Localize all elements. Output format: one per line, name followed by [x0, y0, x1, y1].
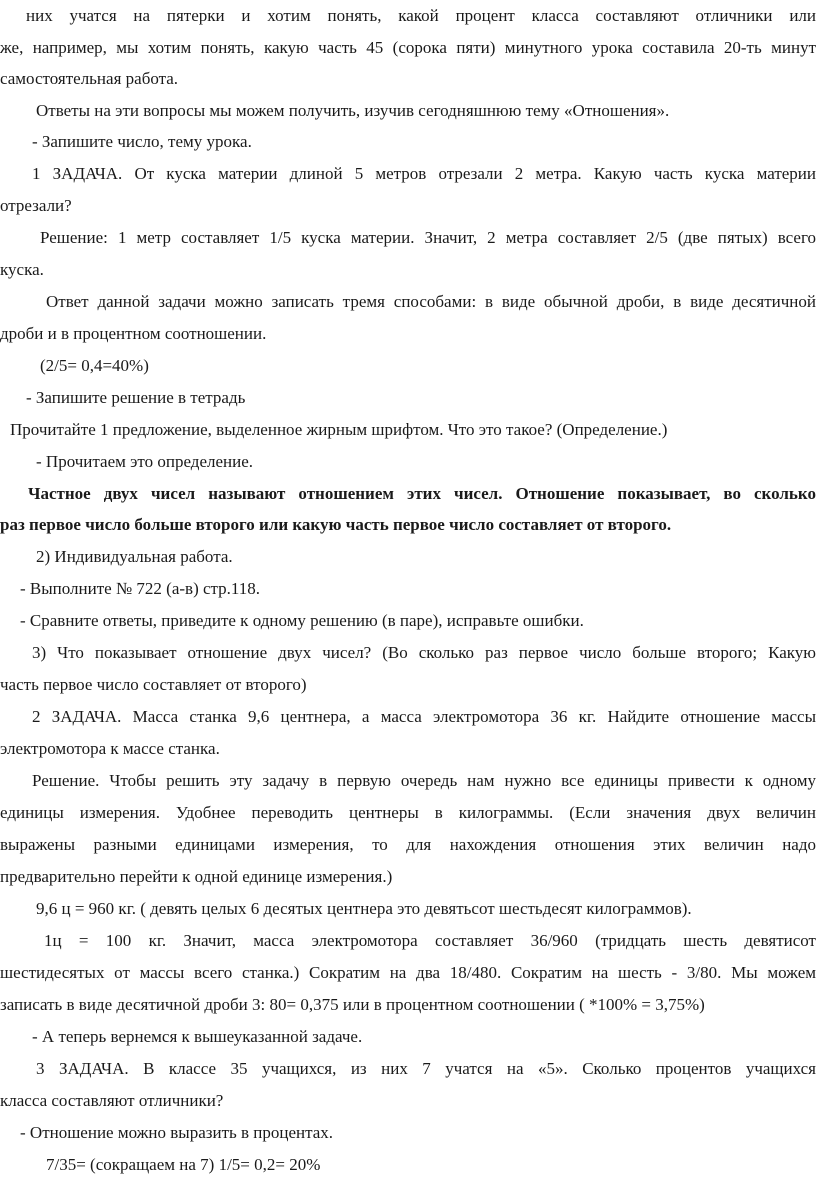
text-line: - Сравните ответы, приведите к одному решению (в паре), исправьте ошибки.	[20, 611, 584, 630]
text-line: Ответ данной задачи можно записать тремя способами: в виде обычной дроби, в виде десятичной	[46, 292, 816, 311]
text-line: единицы измерения. Удобнее переводить центнеры в килограммы. (Если значения двух величин	[0, 803, 816, 822]
text-line: класса составляют отличники?	[0, 1091, 224, 1110]
text-line: 3) Что показывает отношение двух чисел? (Во сколько раз первое число больше второго; Какую	[32, 643, 816, 662]
text-line: - Выполните № 722 (а-в) стр.118.	[20, 579, 261, 598]
text-line: Ответы на эти вопросы мы можем получить, изучив сегодняшнюю тему «Отношения».	[36, 101, 670, 120]
text-line: - Запишите число, тему урока.	[32, 132, 252, 151]
definition-text-line: Частное двух чисел называют отношением этих чисел. Отношение показывает, во сколько	[28, 484, 816, 503]
text-line: электромотора к массе станка.	[0, 739, 220, 758]
text-line: - А теперь вернемся к вышеуказанной задаче.	[32, 1027, 363, 1046]
text-line: - Запишите решение в тетрадь	[26, 388, 246, 407]
text-line: часть первое число составляет от второго)	[0, 675, 307, 694]
text-line: Прочитайте 1 предложение, выделенное жирным шрифтом. Что это такое? (Определение.)	[10, 420, 668, 439]
text-line: шестидесятых от массы всего станка.) Сократим на два 18/480. Сократим на шесть - 3/80. Мы можем	[0, 963, 816, 982]
text-line: 1ц = 100 кг. Значит, масса электромотора составляет 36/960 (тридцать шесть девятисот	[44, 931, 816, 950]
text-line: - Прочитаем это определение.	[36, 452, 254, 471]
text-line: предварительно перейти к одной единице измерения.)	[0, 867, 393, 886]
text-line: же, например, мы хотим понять, какую часть 45 (сорока пяти) минутного урока составила 20-ть минут	[0, 38, 816, 57]
text-line: отрезали?	[0, 196, 72, 215]
text-line: них учатся на пятерки и хотим понять, какой процент класса составляют отличники или	[26, 6, 816, 25]
text-line: 1 ЗАДАЧА. От куска материи длиной 5 метров отрезали 2 метра. Какую часть куска материи	[32, 164, 816, 183]
text-line: 7/35= (сокращаем на 7) 1/5= 0,2= 20%	[46, 1155, 321, 1174]
text-line: 3 ЗАДАЧА. В классе 35 учащихся, из них 7 учатся на «5». Сколько процентов учащихся	[36, 1059, 816, 1078]
text-line: Решение: 1 метр составляет 1/5 куска материи. Значит, 2 метра составляет 2/5 (две пятых) всего	[40, 228, 816, 247]
text-line: выражены разными единицами измерения, то для нахождения отношения этих величин надо	[0, 835, 816, 854]
text-line: дроби и в процентном соотношении.	[0, 324, 267, 343]
text-line: куска.	[0, 260, 44, 279]
definition-text-line: раз первое число больше второго или какую часть первое число составляет от второго.	[0, 515, 672, 534]
text-line: - Отношение можно выразить в процентах.	[20, 1123, 334, 1142]
text-line: 2) Индивидуальная работа.	[36, 547, 233, 566]
text-line: 2 ЗАДАЧА. Масса станка 9,6 центнера, а масса электромотора 36 кг. Найдите отношение массы	[32, 707, 816, 726]
text-line: записать в виде десятичной дроби 3: 80= 0,375 или в процентном соотношении ( *100% = 3,75%)	[0, 995, 705, 1014]
text-line: 9,6 ц = 960 кг. ( девять целых 6 десятых центнера это девятьсот шестьдесят килограммов).	[36, 899, 692, 918]
text-line: самостоятельная работа.	[0, 69, 179, 88]
text-line: Решение. Чтобы решить эту задачу в первую очередь нам нужно все единицы привести к одному	[32, 771, 816, 790]
text-line: (2/5= 0,4=40%)	[40, 356, 149, 375]
